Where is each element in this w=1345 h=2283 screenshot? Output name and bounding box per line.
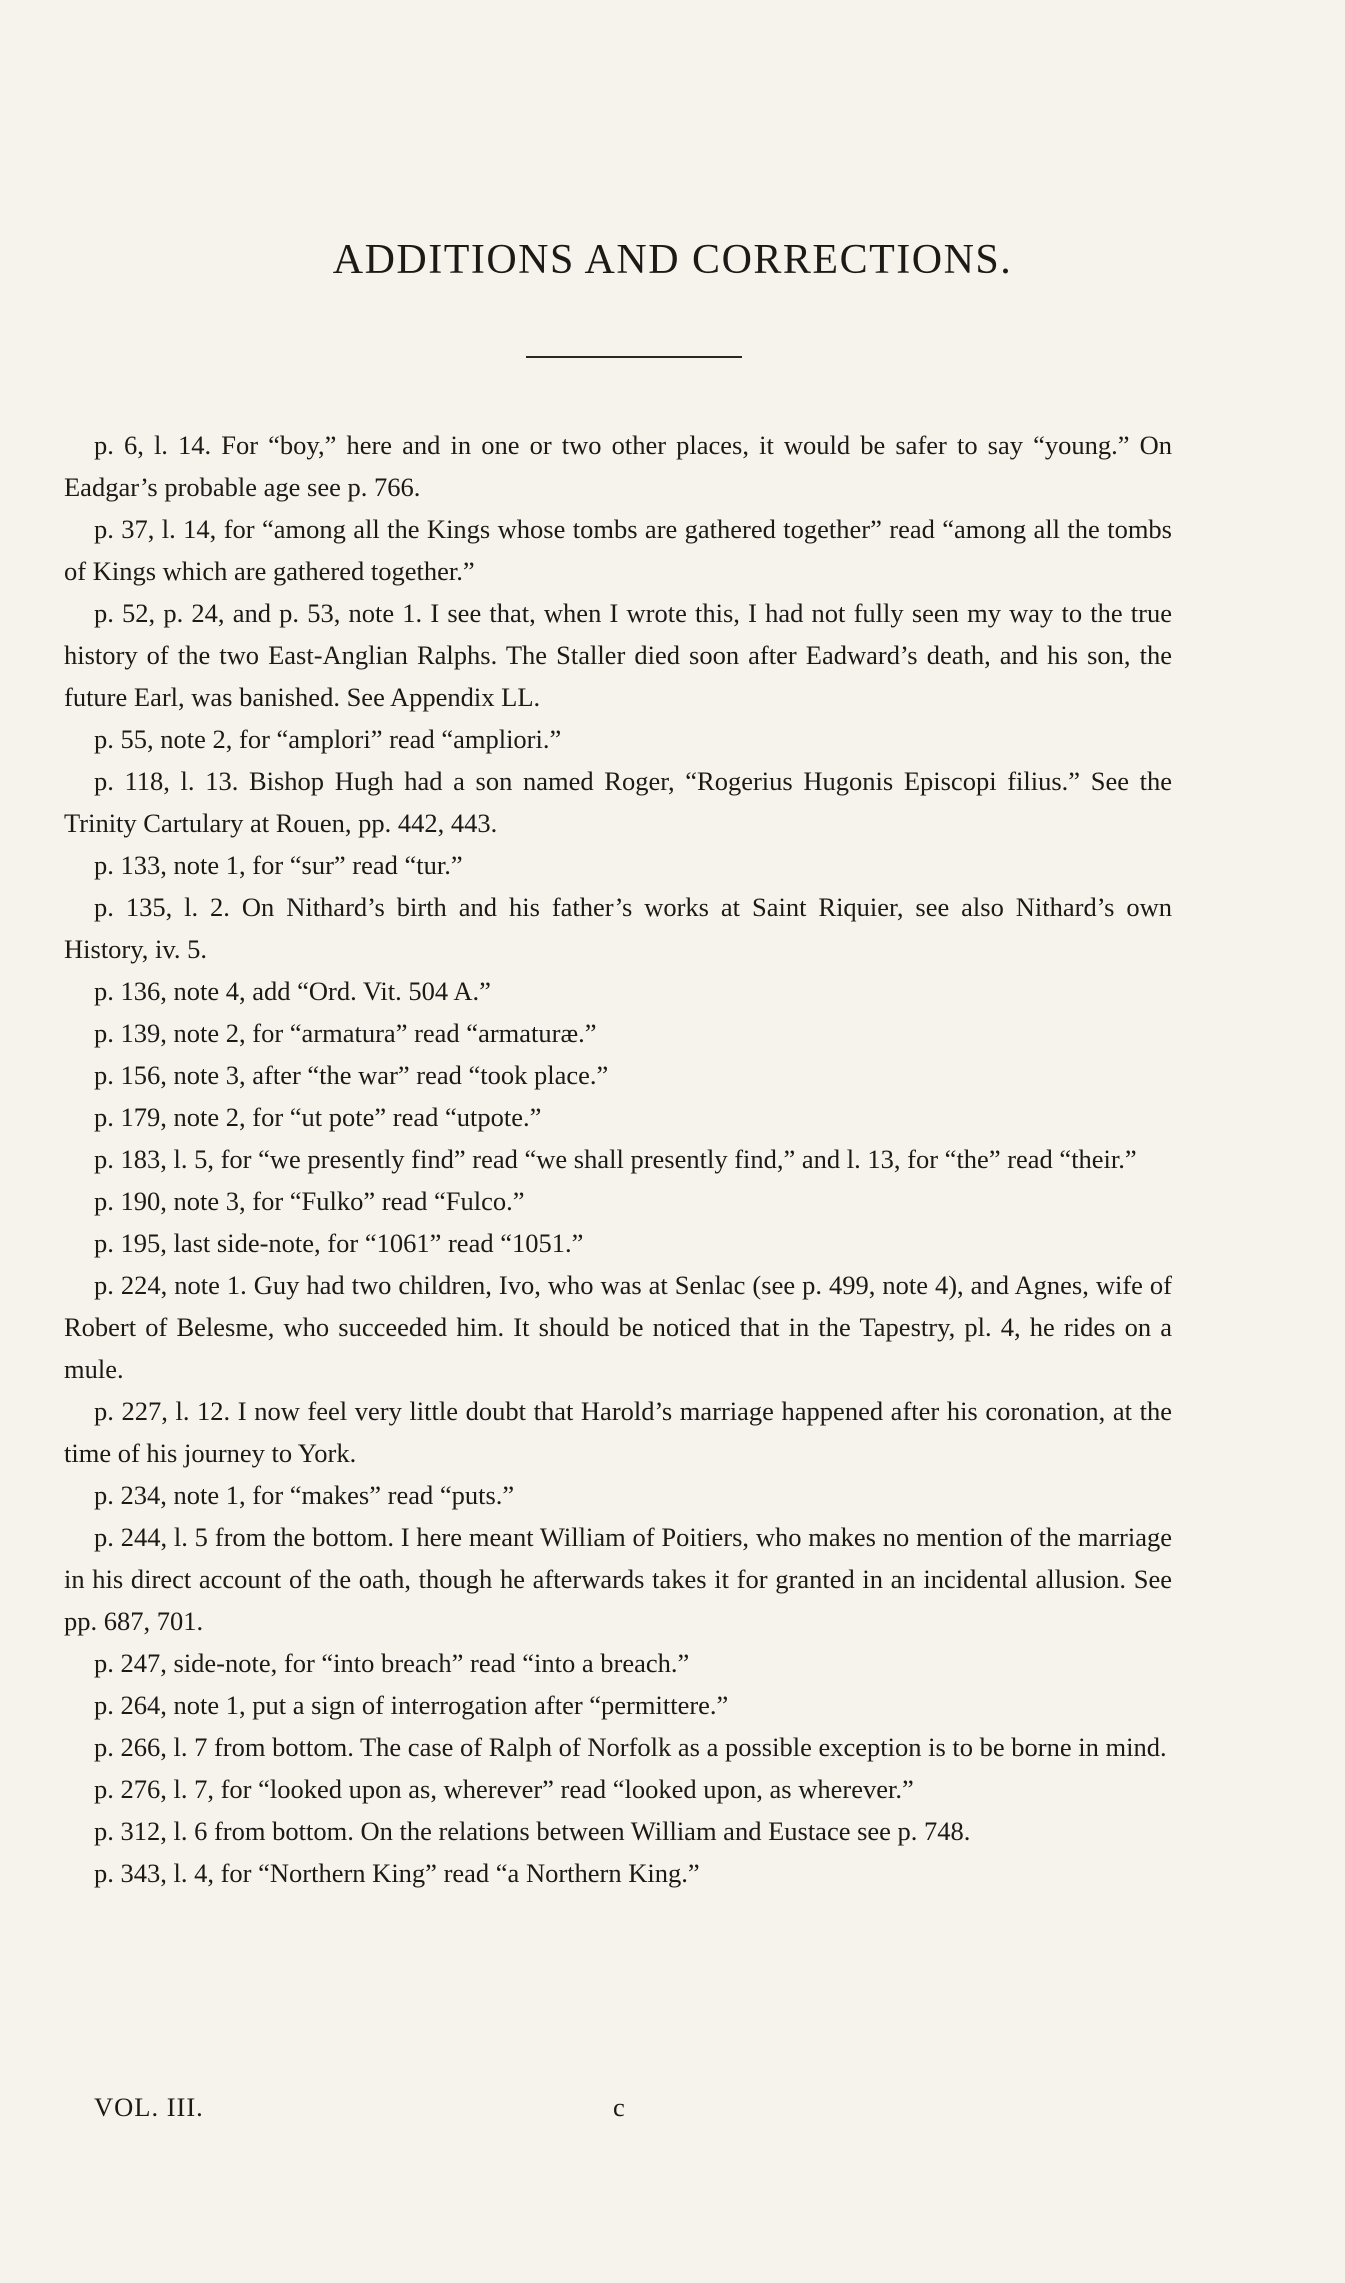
heading-divider — [526, 356, 742, 358]
correction-entry: p. 224, note 1. Guy had two children, Ivo, who was at Senlac (see p. 499, note 4), and Agnes, wife of Robert of Belesme, who succeeded him. It should be noticed that in the Tapestry, pl. 4, he rides on a mule. — [64, 1270, 1172, 1384]
correction-entry: p. 190, note 3, for “Fulko” read “Fulco.” — [94, 1186, 525, 1216]
correction-entry: p. 52, p. 24, and p. 53, note 1. I see that, when I wrote this, I had not fully seen my way to the true history of the two East-Anglian Ralphs. The Staller died soon after Eadward’s death, and his son, the future Earl, was banished. See Appendix LL. — [64, 598, 1172, 712]
correction-entry: p. 156, note 3, after “the war” read “took place.” — [94, 1060, 609, 1090]
correction-entry: p. 139, note 2, for “armatura” read “armaturæ.” — [94, 1018, 597, 1048]
correction-entry: p. 133, note 1, for “sur” read “tur.” — [94, 850, 463, 880]
correction-entry: p. 135, l. 2. On Nithard’s birth and his father’s works at Saint Riquier, see also Nithard’s own History, iv. 5. — [64, 892, 1172, 964]
correction-entry: p. 276, l. 7, for “looked upon as, wherever” read “looked upon, as wherever.” — [94, 1774, 914, 1804]
signature-mark: c — [613, 2092, 625, 2122]
correction-entry: p. 183, l. 5, for “we presently find” read “we shall presently find,” and l. 13, for “the” read “their.” — [94, 1144, 1137, 1174]
correction-entry: p. 244, l. 5 from the bottom. I here meant William of Poitiers, who makes no mention of the marriage in his direct account of the oath, though he afterwards takes it for granted in an incidental allusion. See pp. 687, 701. — [64, 1522, 1172, 1636]
correction-entry: p. 227, l. 12. I now feel very little doubt that Harold’s marriage happened after his coronation, at the time of his journey to York. — [64, 1396, 1172, 1468]
correction-entry: p. 266, l. 7 from bottom. The case of Ralph of Norfolk as a possible exception is to be borne in mind. — [94, 1732, 1167, 1762]
correction-entry: p. 343, l. 4, for “Northern King” read “a Northern King.” — [94, 1858, 700, 1888]
correction-entry: p. 136, note 4, add “Ord. Vit. 504 A.” — [94, 976, 491, 1006]
correction-entry: p. 247, side-note, for “into breach” read “into a breach.” — [94, 1648, 690, 1678]
correction-entry: p. 195, last side-note, for “1061” read “1051.” — [94, 1228, 584, 1258]
correction-entry: p. 264, note 1, put a sign of interrogation after “permittere.” — [94, 1690, 729, 1720]
correction-entry: p. 118, l. 13. Bishop Hugh had a son named Roger, “Rogerius Hugonis Episcopi filius.” See the Trinity Cartulary at Rouen, pp. 442, 443. — [64, 766, 1172, 838]
correction-entry: p. 6, l. 14. For “boy,” here and in one or two other places, it would be safer to say “young.” On Eadgar’s probable age see p. 766. — [64, 430, 1172, 502]
corrections-list — [64, 424, 1172, 1894]
correction-entry: p. 37, l. 14, for “among all the Kings whose tombs are gathered together” read “among all the tombs of Kings which are gathered together.” — [64, 514, 1172, 586]
correction-entry: p. 179, note 2, for “ut pote” read “utpote.” — [94, 1102, 542, 1132]
volume-label: VOL. III. — [94, 2092, 204, 2122]
correction-entry: p. 55, note 2, for “amplori” read “ampliori.” — [94, 724, 562, 754]
correction-entry: p. 312, l. 6 from bottom. On the relations between William and Eustace see p. 748. — [94, 1816, 971, 1846]
page-heading: ADDITIONS AND CORRECTIONS. — [332, 237, 1013, 283]
page-footer — [64, 2086, 1172, 2128]
correction-entry: p. 234, note 1, for “makes” read “puts.” — [94, 1480, 515, 1510]
